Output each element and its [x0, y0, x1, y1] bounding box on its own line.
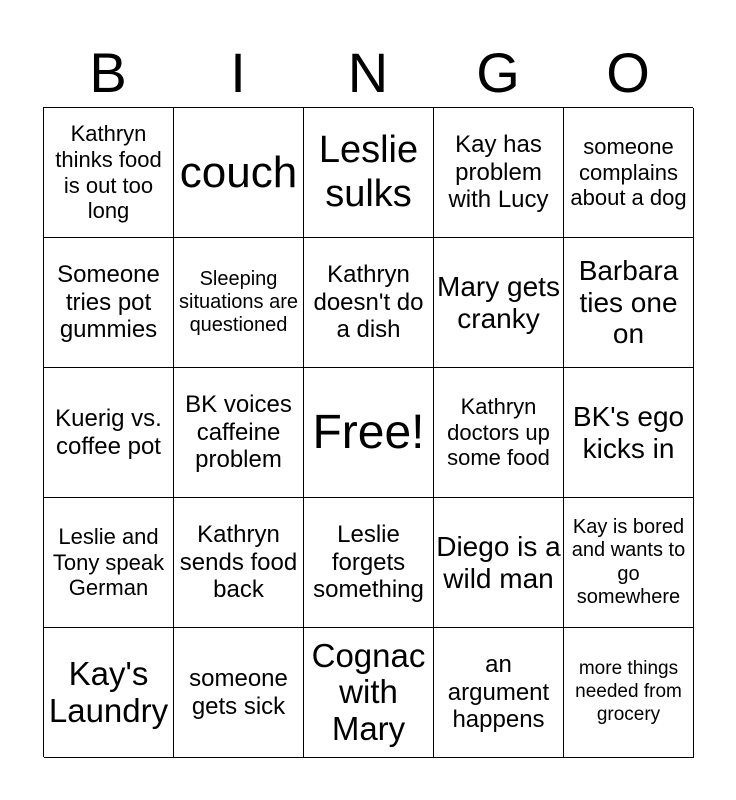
bingo-cell[interactable]: Kathryn thinks food is out too long: [44, 108, 174, 238]
header-letter-o: O: [606, 41, 650, 104]
free-space[interactable]: Free!: [304, 368, 434, 498]
bingo-cell[interactable]: Someone tries pot gummies: [44, 238, 174, 368]
bingo-cell[interactable]: Kay is bored and wants to go somewhere: [564, 498, 694, 628]
bingo-cell[interactable]: someone complains about a dog: [564, 108, 694, 238]
bingo-cell[interactable]: Kathryn sends food back: [174, 498, 304, 628]
bingo-cell[interactable]: an argument happens: [434, 628, 564, 758]
bingo-cell[interactable]: Leslie forgets something: [304, 498, 434, 628]
header-letter-i: I: [230, 41, 246, 104]
bingo-cell[interactable]: Leslie and Tony speak German: [44, 498, 174, 628]
bingo-header: [43, 40, 693, 106]
bingo-cell[interactable]: Mary gets cranky: [434, 238, 564, 368]
bingo-cell[interactable]: couch: [174, 108, 304, 238]
bingo-cell[interactable]: Leslie sulks: [304, 108, 434, 238]
bingo-cell[interactable]: Kathryn doctors up some food: [434, 368, 564, 498]
bingo-cell[interactable]: Kay has problem with Lucy: [434, 108, 564, 238]
bingo-cell[interactable]: Cognac with Mary: [304, 628, 434, 758]
bingo-cell[interactable]: more things needed from grocery: [564, 628, 694, 758]
header-letter-n: N: [347, 41, 389, 104]
bingo-cell[interactable]: BK voices caffeine problem: [174, 368, 304, 498]
bingo-cell[interactable]: Barbara ties one on: [564, 238, 694, 368]
bingo-cell[interactable]: Kuerig vs. coffee pot: [44, 368, 174, 498]
bingo-cell[interactable]: BK's ego kicks in: [564, 368, 694, 498]
header-letter-g: G: [476, 41, 520, 104]
bingo-cell[interactable]: Kay's Laundry: [44, 628, 174, 758]
bingo-cell[interactable]: Diego is a wild man: [434, 498, 564, 628]
bingo-cell[interactable]: Sleeping situations are questioned: [174, 238, 304, 368]
bingo-cell[interactable]: Kathryn doesn't do a dish: [304, 238, 434, 368]
bingo-cell[interactable]: someone gets sick: [174, 628, 304, 758]
header-letter-b: B: [89, 41, 127, 104]
bingo-grid: [43, 107, 693, 757]
